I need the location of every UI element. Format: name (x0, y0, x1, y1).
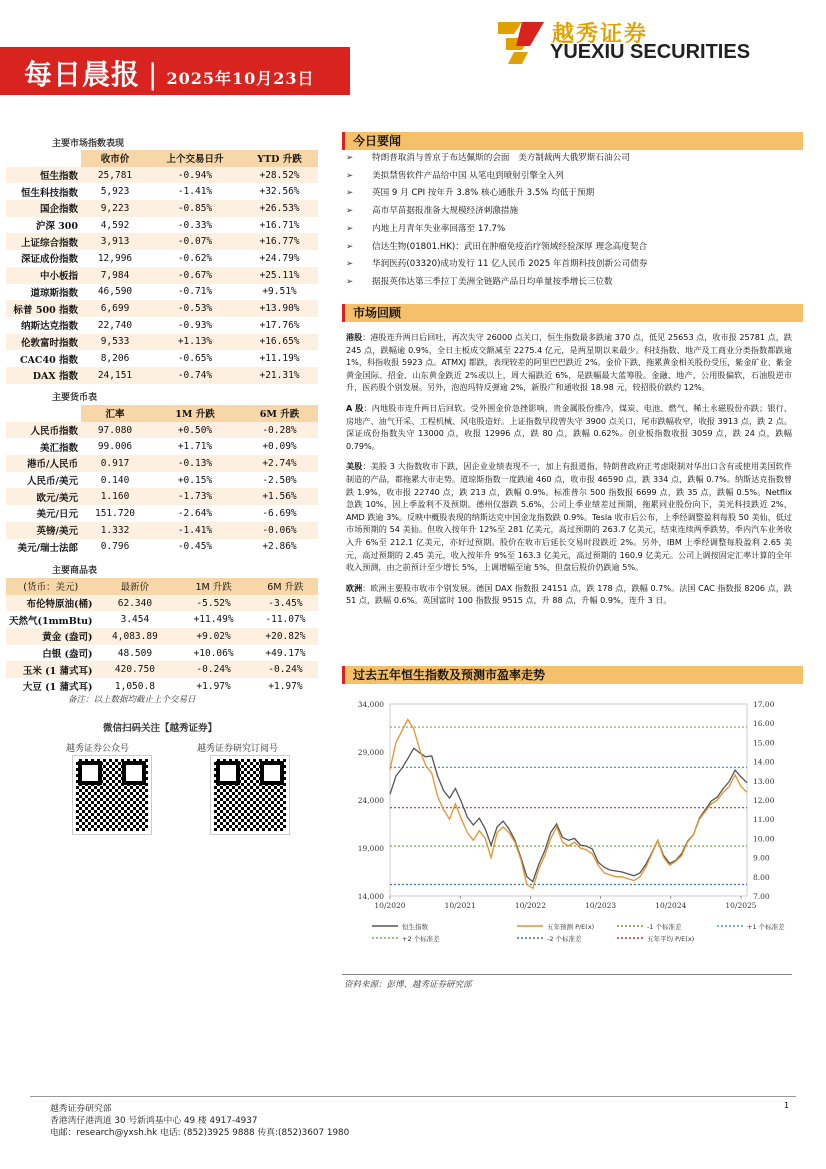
cell-ytd: +24.79% (259, 252, 300, 264)
index-row (6, 284, 318, 301)
headline-item[interactable] (346, 168, 806, 186)
cell-ytd: +16.65% (241, 334, 318, 351)
cell-d1: -0.94% (149, 167, 241, 184)
row-name: 布伦特原油(桶) (6, 595, 96, 612)
col-currency: (货币：美元) (6, 578, 96, 595)
right-axis-tick-label: 11.00 (753, 815, 775, 825)
footer-address: 香港湾仔港湾道 30 号新鸿基中心 49 楼 4917-4937 (50, 1116, 258, 1126)
cell-rate: 1.160 (81, 488, 149, 505)
index-row (6, 350, 318, 367)
headline-item[interactable] (346, 185, 806, 203)
fx-table (6, 405, 318, 555)
cell-rate: 151.720 (94, 507, 136, 519)
col-6m: 6M 升跌 (241, 405, 318, 422)
cell-ytd: +13.90% (241, 300, 318, 317)
cell-m1: -5.52% (174, 595, 253, 612)
market-review-title: 市场回顾 (342, 304, 803, 322)
right-axis-tick-label: 13.00 (753, 776, 775, 786)
cell-close: 9,223 (81, 200, 149, 217)
right-axis-tick-label: 14.00 (753, 757, 775, 767)
row-name: 美汇指数 (39, 442, 78, 454)
cell-rate: 0.796 (100, 541, 130, 553)
data-note: 备注：以上数据均截止上个交易日 (68, 695, 196, 705)
index-row (6, 334, 318, 351)
index-row (6, 250, 318, 267)
cell-m1: +10.06% (193, 647, 234, 659)
index-row (6, 167, 318, 184)
legend-label: +2 个标准差 (402, 935, 440, 943)
cell-m6: +1.97% (268, 680, 303, 692)
headline-text: 高市早苗据报准备大规模经济刺激措施 (372, 206, 519, 217)
cell-close: 8,206 (100, 353, 130, 365)
cell-m6: -0.28% (241, 422, 318, 439)
col-1m: 1M 升跌 (149, 405, 241, 422)
cell-m6: +2.74% (241, 455, 318, 472)
logo-english: YUEXIU SECURITIES (550, 41, 751, 63)
cell-ytd: +26.53% (241, 200, 318, 217)
cell-m6: +1.56% (241, 488, 318, 505)
cell-close: 25,781 (81, 167, 149, 184)
cell-close: 24,151 (81, 367, 149, 384)
right-axis-tick-label: 15.00 (753, 738, 775, 748)
index-row (6, 300, 318, 317)
cell-d1: -0.67% (149, 267, 241, 284)
headline-text: 信达生物(01801.HK)：武田在肿瘤免疫治疗领域经验深厚 理念高度契合 (372, 241, 648, 252)
cell-rate: 1.332 (81, 522, 149, 539)
chart-divider (342, 974, 792, 975)
cell-m1: +0.15% (177, 474, 213, 486)
headline-item[interactable] (346, 221, 806, 239)
index-section-title: 主要市场指数表现 (52, 139, 125, 149)
row-name: 玉米 (1 蒲式耳) (6, 661, 96, 678)
col-rate: 汇率 (81, 405, 149, 422)
right-axis-tick-label: 9.00 (753, 853, 770, 863)
cell-d1: +1.13% (149, 334, 241, 351)
row-name: 恒生指数 (6, 167, 81, 184)
cell-m6: -3.45% (253, 595, 318, 612)
fx-row (6, 472, 318, 489)
cell-price: 62.340 (96, 595, 175, 612)
index-row (6, 317, 318, 334)
x-axis-tick-label: 10/2022 (514, 901, 546, 910)
col-blank (6, 150, 81, 167)
row-name: 港币/人民币 (6, 455, 81, 472)
cell-m1: -2.64% (177, 507, 213, 519)
headline-item[interactable] (346, 239, 806, 257)
left-axis-tick-label: 14,000 (357, 892, 384, 901)
hsi-pe-chart (342, 690, 792, 950)
page-number: 1 (784, 1101, 790, 1110)
review-text: ：欧洲主要股市收市个别发展。德国 DAX 指数报 24151 点，跌 178 点，跌幅 0.7%。法国 CAC 指数报 8206 点，跌 51 点，跌幅 0.6%。英国富时 100 指数报 9515 点，升 88 点，升幅 0.9%，连升 3 日。 (346, 582, 792, 606)
arrow-bullet-icon: ➢ (346, 170, 354, 181)
review-paragraph (346, 331, 792, 394)
cell-ytd: +28.52% (241, 167, 318, 184)
index-row (6, 367, 318, 384)
commodity-row (6, 611, 318, 628)
cell-m1: +1.97% (196, 680, 231, 692)
row-name: 欧元/美元 (6, 488, 81, 505)
index-row (6, 200, 318, 217)
cell-close: 5,923 (100, 186, 130, 198)
cell-d1: -0.93% (177, 319, 213, 331)
cell-d1: -0.85% (149, 200, 241, 217)
footer-block (50, 1103, 349, 1139)
headline-text: 内地上月青年失业率回落至 17.7% (372, 223, 506, 234)
headlines-title: 今日要闻 (342, 132, 803, 150)
cell-ytd: +25.11% (241, 267, 318, 284)
row-name: CAC40 指数 (19, 354, 78, 366)
cell-m1: -1.41% (149, 522, 241, 539)
cell-rate: 0.917 (81, 455, 149, 472)
index-table-header (6, 150, 318, 167)
cell-m1: -0.13% (149, 455, 241, 472)
review-paragraph (346, 460, 792, 573)
cell-ytd: +21.31% (241, 367, 318, 384)
review-market-tag: 欧洲 (346, 582, 363, 593)
x-axis-tick-label: 10/2025 (725, 901, 757, 910)
cell-price: 420.750 (96, 661, 175, 678)
col-6m: 6M 升跌 (253, 578, 318, 595)
col-close: 收市价 (81, 150, 149, 167)
commodity-row (6, 645, 318, 662)
cell-close: 9,533 (81, 334, 149, 351)
arrow-bullet-icon: ➢ (346, 259, 354, 270)
cell-close: 12,996 (97, 252, 133, 264)
commodity-row (6, 661, 318, 678)
row-name: 中小板指 (6, 267, 81, 284)
x-axis-tick-label: 10/2023 (585, 901, 617, 910)
review-paragraph (346, 402, 792, 452)
headline-text: 英国 9 月 CPI 按年升 3.8% 核心通胀升 3.5% 均低于预期 (372, 188, 595, 199)
cell-ytd: +16.77% (241, 233, 318, 250)
index-row (6, 267, 318, 284)
qr-code-icon[interactable] (211, 756, 289, 834)
x-axis-tick-label: 10/2024 (655, 901, 687, 910)
headline-text: 据报英伟达第三季拉丁美洲全链路产品日均单量按季增长三位数 (372, 276, 613, 287)
review-text: ：美股 3 大指数收市下跌，因企业业绩表现不一，加上有报道指，特朗普政府正考虑限制对华出口含有或使用美国软件制造的产品，都拖累大市走势。道琼斯指数一度跌逾 460 点，收市报 46590 点，跌 334 点，跌幅 0.7%。纳斯达克指数曾跌 1.9%，收市报 22740 点，跌 213 点，跌幅 0.9%。标准普尔 500 指数报 6699 点，跌 35 点，跌幅 0.5%。Netflix 急跌 10%，因上季盈利不及预期。德州仪器跌 5.6%，公司上季业绩差过预期，拖累同业股份向下，美光科技跌近 2%，AMD 跌逾 3%。反映中概股表现的纳斯达克中国金龙指数跌 0.9%。Tesla 收市后公布，上季经调整盈利每股 50 美仙，低过市场预期的 54 美仙。但收入按年升 12%至 281 亿美元，高过预期的 263.7 亿美元，结束连续两季跌势，季内汽车业务收入升 6%至 212.1 亿美元，亦好过预期。股价在收市后延长交易时段跌近 2%。另外，IBM 上季经调整每股盈利 2.65 美元，高过预期的 2.45 美元，收入按年升 9%至 163.3 亿美元，高过预期的 160.9 亿美元。公司上调按固定汇率计算的全年收入预测，由之前预计至少增长 5%，上调增幅至逾 5%，但盘后股价仍跌逾 5%。 (346, 461, 792, 573)
row-name: 标普 500 指数 (6, 300, 81, 317)
row-name: 深证成份指数 (20, 254, 78, 266)
cell-price: 3.454 (120, 614, 150, 626)
fx-row (6, 505, 318, 522)
cell-m6: +49.17% (265, 647, 306, 659)
commodity-row (6, 628, 318, 645)
report-title (24, 53, 315, 93)
report-title-text: 每日晨报 (24, 58, 141, 91)
commodity-table-header (6, 578, 318, 595)
wechat-left-label: 越秀证券公众号 (66, 744, 130, 754)
row-name: 天然气(1mmBtu) (9, 615, 93, 627)
footer-contact: 电邮：research@yxsh.hk 电话: (852)3925 9888 传真:(852)3607 1980 (50, 1128, 350, 1138)
row-name: 黄金 (盎司) (6, 628, 96, 645)
cell-d1: -0.71% (177, 286, 213, 298)
fx-section-title: 主要货币表 (52, 393, 98, 403)
fx-row (6, 438, 318, 455)
review-market-tag: 美股 (346, 461, 363, 472)
review-market-tag: 港股 (346, 332, 363, 342)
cell-m6: -11.07% (265, 614, 306, 626)
cell-rate: 0.140 (100, 474, 130, 486)
col-prev-change: 上个交易日升 (149, 150, 241, 167)
cell-ytd: +17.76% (259, 319, 300, 331)
row-name: 上证综合指数 (6, 233, 81, 250)
row-name: 纳斯达克指数 (20, 321, 78, 333)
cell-m1: +1.71% (177, 441, 213, 453)
cell-rate: 99.006 (97, 441, 133, 453)
col-1m: 1M 升跌 (174, 578, 253, 595)
fx-row (6, 488, 318, 505)
fx-row (6, 455, 318, 472)
cell-m6: -0.06% (241, 522, 318, 539)
review-text: ：港股连升两日后回吐，再次失守 26000 点关口，恒生指数最多跌逾 370 点，低见 25653 点，收市报 25781 点，跌 245 点，跌幅逾 0.9%，全日主板成交额减至 2275.4 亿元，是两星期以来最少。科技指数、地产及工商业分类指数都跌逾 1%，科指收报 5923 点。ATMXJ 都跌，表现较差的阿里巴巴跌近 2%。金价下跌，拖累黄金相关股份受压，紫金矿业、紫金黄金国际、招金、山东黄金跌近 2%或以上，周大福跌近 6%，是跌幅最大蓝筹股。金融、地产、公用股偏软，石油股逆市升，医药股个别发展。另外，泡泡玛特反弹逾 2%，新股广和通收报 18.98 元，较招股价跌约 12%。 (346, 332, 792, 393)
chart-source: 资料来源：彭博、越秀证券研究部 (344, 980, 472, 990)
cell-d1: -0.33% (177, 219, 213, 231)
cell-price: 1,050.8 (114, 680, 155, 692)
arrow-bullet-icon: ➢ (346, 223, 354, 234)
commodity-table (6, 578, 318, 695)
footer-org: 越秀证券研究部 (50, 1104, 112, 1114)
legend-label: 五年预测 P/E(x) (547, 923, 595, 931)
cell-d1: -0.62% (177, 252, 213, 264)
cell-d1: -0.53% (149, 300, 241, 317)
arrow-bullet-icon: ➢ (346, 153, 354, 163)
qr-code-icon[interactable] (73, 756, 151, 834)
commodity-section-title: 主要商品表 (52, 566, 98, 576)
cell-m6: -6.69% (262, 507, 297, 519)
report-date: 2025年10月23日 (166, 69, 315, 88)
right-axis-tick-label: 16.00 (753, 719, 775, 729)
legend-label: 恒生指数 (402, 923, 428, 931)
row-name: 沪深 300 (35, 221, 78, 233)
cell-m6: -2.50% (262, 474, 297, 486)
left-axis-tick-label: 34,000 (357, 700, 384, 709)
legend-label: +1 个标准差 (747, 923, 785, 931)
cell-m6: +0.09% (262, 441, 297, 453)
col-blank (6, 405, 81, 422)
title-separator: | (148, 58, 159, 91)
wechat-title: 微信扫码关注【越秀证券】 (103, 723, 218, 734)
market-review-body (346, 331, 792, 615)
cell-m6: +20.82% (253, 628, 318, 645)
chart-title: 过去五年恒生指数及预测市盈率走势 (342, 666, 803, 684)
cell-d1: -0.65% (177, 353, 213, 365)
cell-m1: +0.50% (149, 422, 241, 439)
col-price: 最新价 (96, 578, 175, 595)
cell-close: 22,740 (97, 319, 133, 331)
cell-ytd: +9.51% (262, 286, 297, 298)
cell-d1: -1.41% (177, 186, 213, 198)
x-axis-tick-label: 10/2020 (374, 901, 406, 910)
review-text: ：内地股市连升两日后回软。受外围金价急挫影响，贵金属股份推冷，煤炭、电池、燃气、稀土永磁股份亦跌；银行、房地产、油气开采、工程机械、风电股造好。上证指数早段曾失守 3900 点关口，尾市跌幅收窄，收报 3913 点，跌 2 点。深证成份指数失守 13000 点，收报 12996 点，跌 80 点，跌幅 0.62%。创业板指数收报 3059 点，跌 24 点，跌幅 0.79%。 (346, 402, 792, 451)
fx-table-header (6, 405, 318, 422)
headline-item[interactable] (346, 203, 806, 221)
left-axis-tick-label: 29,000 (357, 748, 384, 757)
cell-close: 3,913 (81, 233, 149, 250)
review-market-tag: A 股 (346, 402, 364, 413)
arrow-bullet-icon: ➢ (346, 188, 354, 199)
plot-area (390, 704, 747, 896)
cell-m6: -0.24% (253, 661, 318, 678)
row-name: 大豆 (1 蒲式耳) (22, 682, 93, 694)
cell-close: 6,699 (81, 300, 149, 317)
row-name: 美元/瑞士法郎 (17, 542, 78, 554)
cell-m1: -0.24% (174, 661, 253, 678)
legend-label: -1 个标准差 (647, 923, 682, 931)
cell-close: 46,590 (97, 286, 133, 298)
commodity-row (6, 595, 318, 612)
fx-row (6, 422, 318, 439)
row-name: 道琼斯指数 (30, 287, 78, 299)
headline-list (346, 150, 806, 292)
cell-close: 7,984 (81, 267, 149, 284)
legend-label: -2 个标准差 (547, 935, 582, 943)
cell-price: 4,083.89 (96, 628, 175, 645)
headline-item[interactable] (346, 274, 806, 292)
arrow-bullet-icon: ➢ (346, 276, 354, 287)
left-axis-tick-label: 24,000 (357, 796, 384, 805)
index-row (6, 183, 318, 200)
cell-d1: -0.74% (149, 367, 241, 384)
fx-row (6, 539, 318, 556)
index-table (6, 150, 318, 384)
row-name: DAX 指数 (6, 367, 81, 384)
cell-m1: +9.02% (174, 628, 253, 645)
row-name: 白银 (盎司) (42, 649, 93, 661)
right-axis-tick-label: 10.00 (753, 834, 775, 844)
cell-m1: -1.73% (149, 488, 241, 505)
headline-text: 华润医药(03320)成功发行 11 亿人民币 2025 年首期科技创新公司债券 (372, 259, 648, 270)
row-name: 恒生科技指数 (20, 187, 78, 199)
legend-label: 五年平均 P/E(x) (647, 935, 695, 943)
cell-ytd: +11.19% (259, 353, 300, 365)
cell-ytd: +32.56% (259, 186, 300, 198)
cell-m1: +11.49% (193, 614, 234, 626)
row-name: 美元/日元 (36, 509, 78, 521)
index-row (6, 233, 318, 250)
left-axis-tick-label: 19,000 (357, 844, 384, 853)
right-axis-tick-label: 17.00 (753, 700, 775, 709)
cell-d1: -0.07% (149, 233, 241, 250)
row-name: 伦敦富时指数 (6, 334, 81, 351)
headline-text: 美拟禁售软件产品给中国 从笔电到喷射引擎全入列 (372, 170, 564, 181)
row-name: 英镑/美元 (6, 522, 81, 539)
right-axis-tick-label: 8.00 (753, 872, 770, 882)
wechat-right-label: 越秀证券研究订阅号 (197, 744, 279, 754)
row-name: 人民币指数 (6, 422, 81, 439)
review-paragraph (346, 582, 792, 607)
cell-m1: -0.45% (177, 541, 213, 553)
cell-ytd: +16.71% (259, 219, 300, 231)
cell-m6: +2.86% (262, 541, 297, 553)
headline-item[interactable] (346, 256, 806, 274)
right-axis-tick-label: 7.00 (753, 892, 770, 901)
footer-divider (30, 1096, 796, 1097)
headline-item[interactable] (346, 150, 806, 168)
arrow-bullet-icon: ➢ (346, 241, 354, 252)
arrow-bullet-icon: ➢ (346, 206, 354, 217)
right-axis-tick-label: 12.00 (753, 796, 775, 805)
x-axis-tick-label: 10/2021 (444, 901, 476, 910)
index-row (6, 217, 318, 234)
logo-chinese: 越秀证券 (552, 21, 649, 47)
headline-text: 特朗普取消与普京于布达佩斯的会面 美方制裁两大俄罗斯石油公司 (372, 153, 630, 163)
yuexiu-logo-icon (496, 20, 546, 66)
cell-close: 4,592 (100, 219, 130, 231)
cell-rate: 97.080 (81, 422, 149, 439)
cell-price: 48.509 (117, 647, 153, 659)
row-name: 国企指数 (6, 200, 81, 217)
fx-row (6, 522, 318, 539)
row-name: 人民币/美元 (27, 476, 78, 488)
col-ytd: YTD 升跌 (241, 150, 318, 167)
